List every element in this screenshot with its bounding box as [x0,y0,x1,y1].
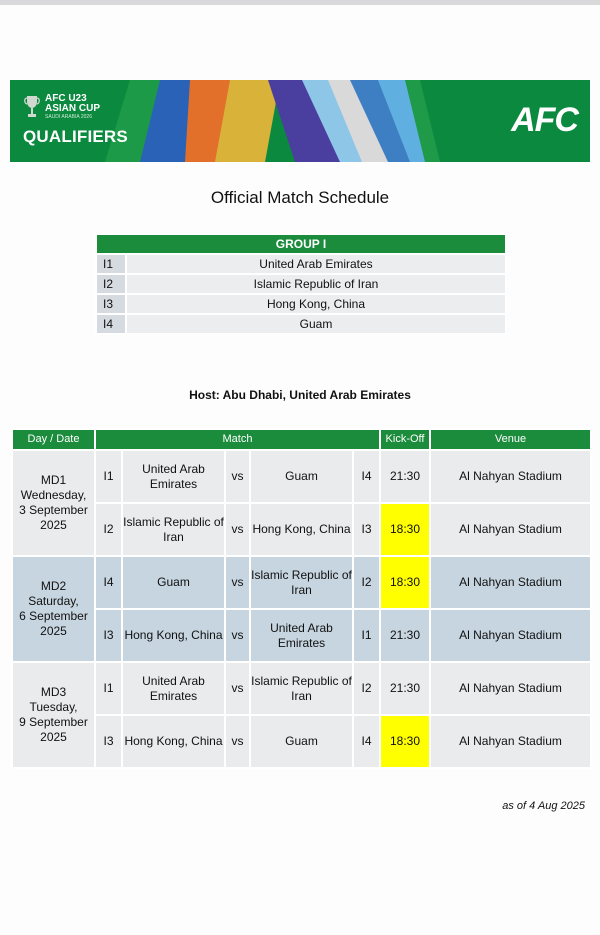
match-row [12,715,591,768]
kickoff-time: 18:30 [380,503,430,556]
away-code: I1 [353,609,380,662]
match-row [12,503,591,556]
vs-label: vs [225,715,250,768]
away-code: I4 [353,715,380,768]
away-team: Islamic Republic of Iran [250,556,353,609]
banner-stripes-graphic [10,80,590,162]
group-team-row [96,314,506,334]
team-code: I4 [96,314,126,334]
venue: Al Nahyan Stadium [430,715,591,768]
away-team: United Arab Emirates [250,609,353,662]
venue: Al Nahyan Stadium [430,450,591,503]
venue: Al Nahyan Stadium [430,556,591,609]
page-title: Official Match Schedule [210,188,390,207]
home-code: I3 [95,715,122,768]
host-line: Host: Abu Dhabi, United Arab Emirates [189,388,411,402]
home-code: I1 [95,662,122,715]
trophy-icon [23,94,41,120]
brand-qualifiers: QUALIFIERS [23,127,128,146]
group-team-row [96,274,506,294]
home-team: Islamic Republic of Iran [122,503,225,556]
match-row [12,609,591,662]
away-code: I2 [353,556,380,609]
afc-logo: AFC [511,101,578,139]
kickoff-time: 21:30 [380,450,430,503]
top-border [0,0,600,5]
home-team: United Arab Emirates [122,450,225,503]
away-code: I3 [353,503,380,556]
kickoff-time: 21:30 [380,662,430,715]
header-kickoff: Kick-Off [380,429,430,450]
team-name: United Arab Emirates [126,254,506,274]
vs-label: vs [225,503,250,556]
team-code: I3 [96,294,126,314]
matchday-date: MD1 Wednesday, 3 September 2025 [12,450,95,556]
home-team: Guam [122,556,225,609]
home-code: I1 [95,450,122,503]
away-code: I4 [353,450,380,503]
group-team-row [96,294,506,314]
header-venue: Venue [430,429,591,450]
team-name: Islamic Republic of Iran [126,274,506,294]
home-team: Hong Kong, China [122,609,225,662]
header-day-date: Day / Date [12,429,95,450]
away-team: Guam [250,450,353,503]
qualifiers-banner [10,80,590,162]
team-name: Hong Kong, China [126,294,506,314]
schedule-table [11,428,592,769]
home-code: I4 [95,556,122,609]
brand-line-1: AFC U23 [45,93,87,104]
match-row [12,450,591,503]
team-code: I1 [96,254,126,274]
brand-line-3: SAUDI ARABIA 2026 [45,114,92,120]
team-name: Guam [126,314,506,334]
venue: Al Nahyan Stadium [430,609,591,662]
match-row [12,662,591,715]
venue: Al Nahyan Stadium [430,662,591,715]
home-code: I2 [95,503,122,556]
venue: Al Nahyan Stadium [430,503,591,556]
vs-label: vs [225,450,250,503]
kickoff-time: 18:30 [380,556,430,609]
team-code: I2 [96,274,126,294]
away-team: Hong Kong, China [250,503,353,556]
away-code: I2 [353,662,380,715]
vs-label: vs [225,662,250,715]
group-table [95,233,507,335]
brand-line-2: ASIAN CUP [45,103,101,114]
home-team: Hong Kong, China [122,715,225,768]
vs-label: vs [225,609,250,662]
kickoff-time: 21:30 [380,609,430,662]
group-team-row [96,254,506,274]
group-header: GROUP I [96,234,506,254]
as-of-date: as of 4 Aug 2025 [502,800,585,812]
away-team: Islamic Republic of Iran [250,662,353,715]
home-code: I3 [95,609,122,662]
header-match: Match [95,429,380,450]
matchday-date: MD2 Saturday, 6 September 2025 [12,556,95,662]
home-team: United Arab Emirates [122,662,225,715]
vs-label: vs [225,556,250,609]
away-team: Guam [250,715,353,768]
kickoff-time: 18:30 [380,715,430,768]
match-row [12,556,591,609]
matchday-date: MD3 Tuesday, 9 September 2025 [12,662,95,768]
